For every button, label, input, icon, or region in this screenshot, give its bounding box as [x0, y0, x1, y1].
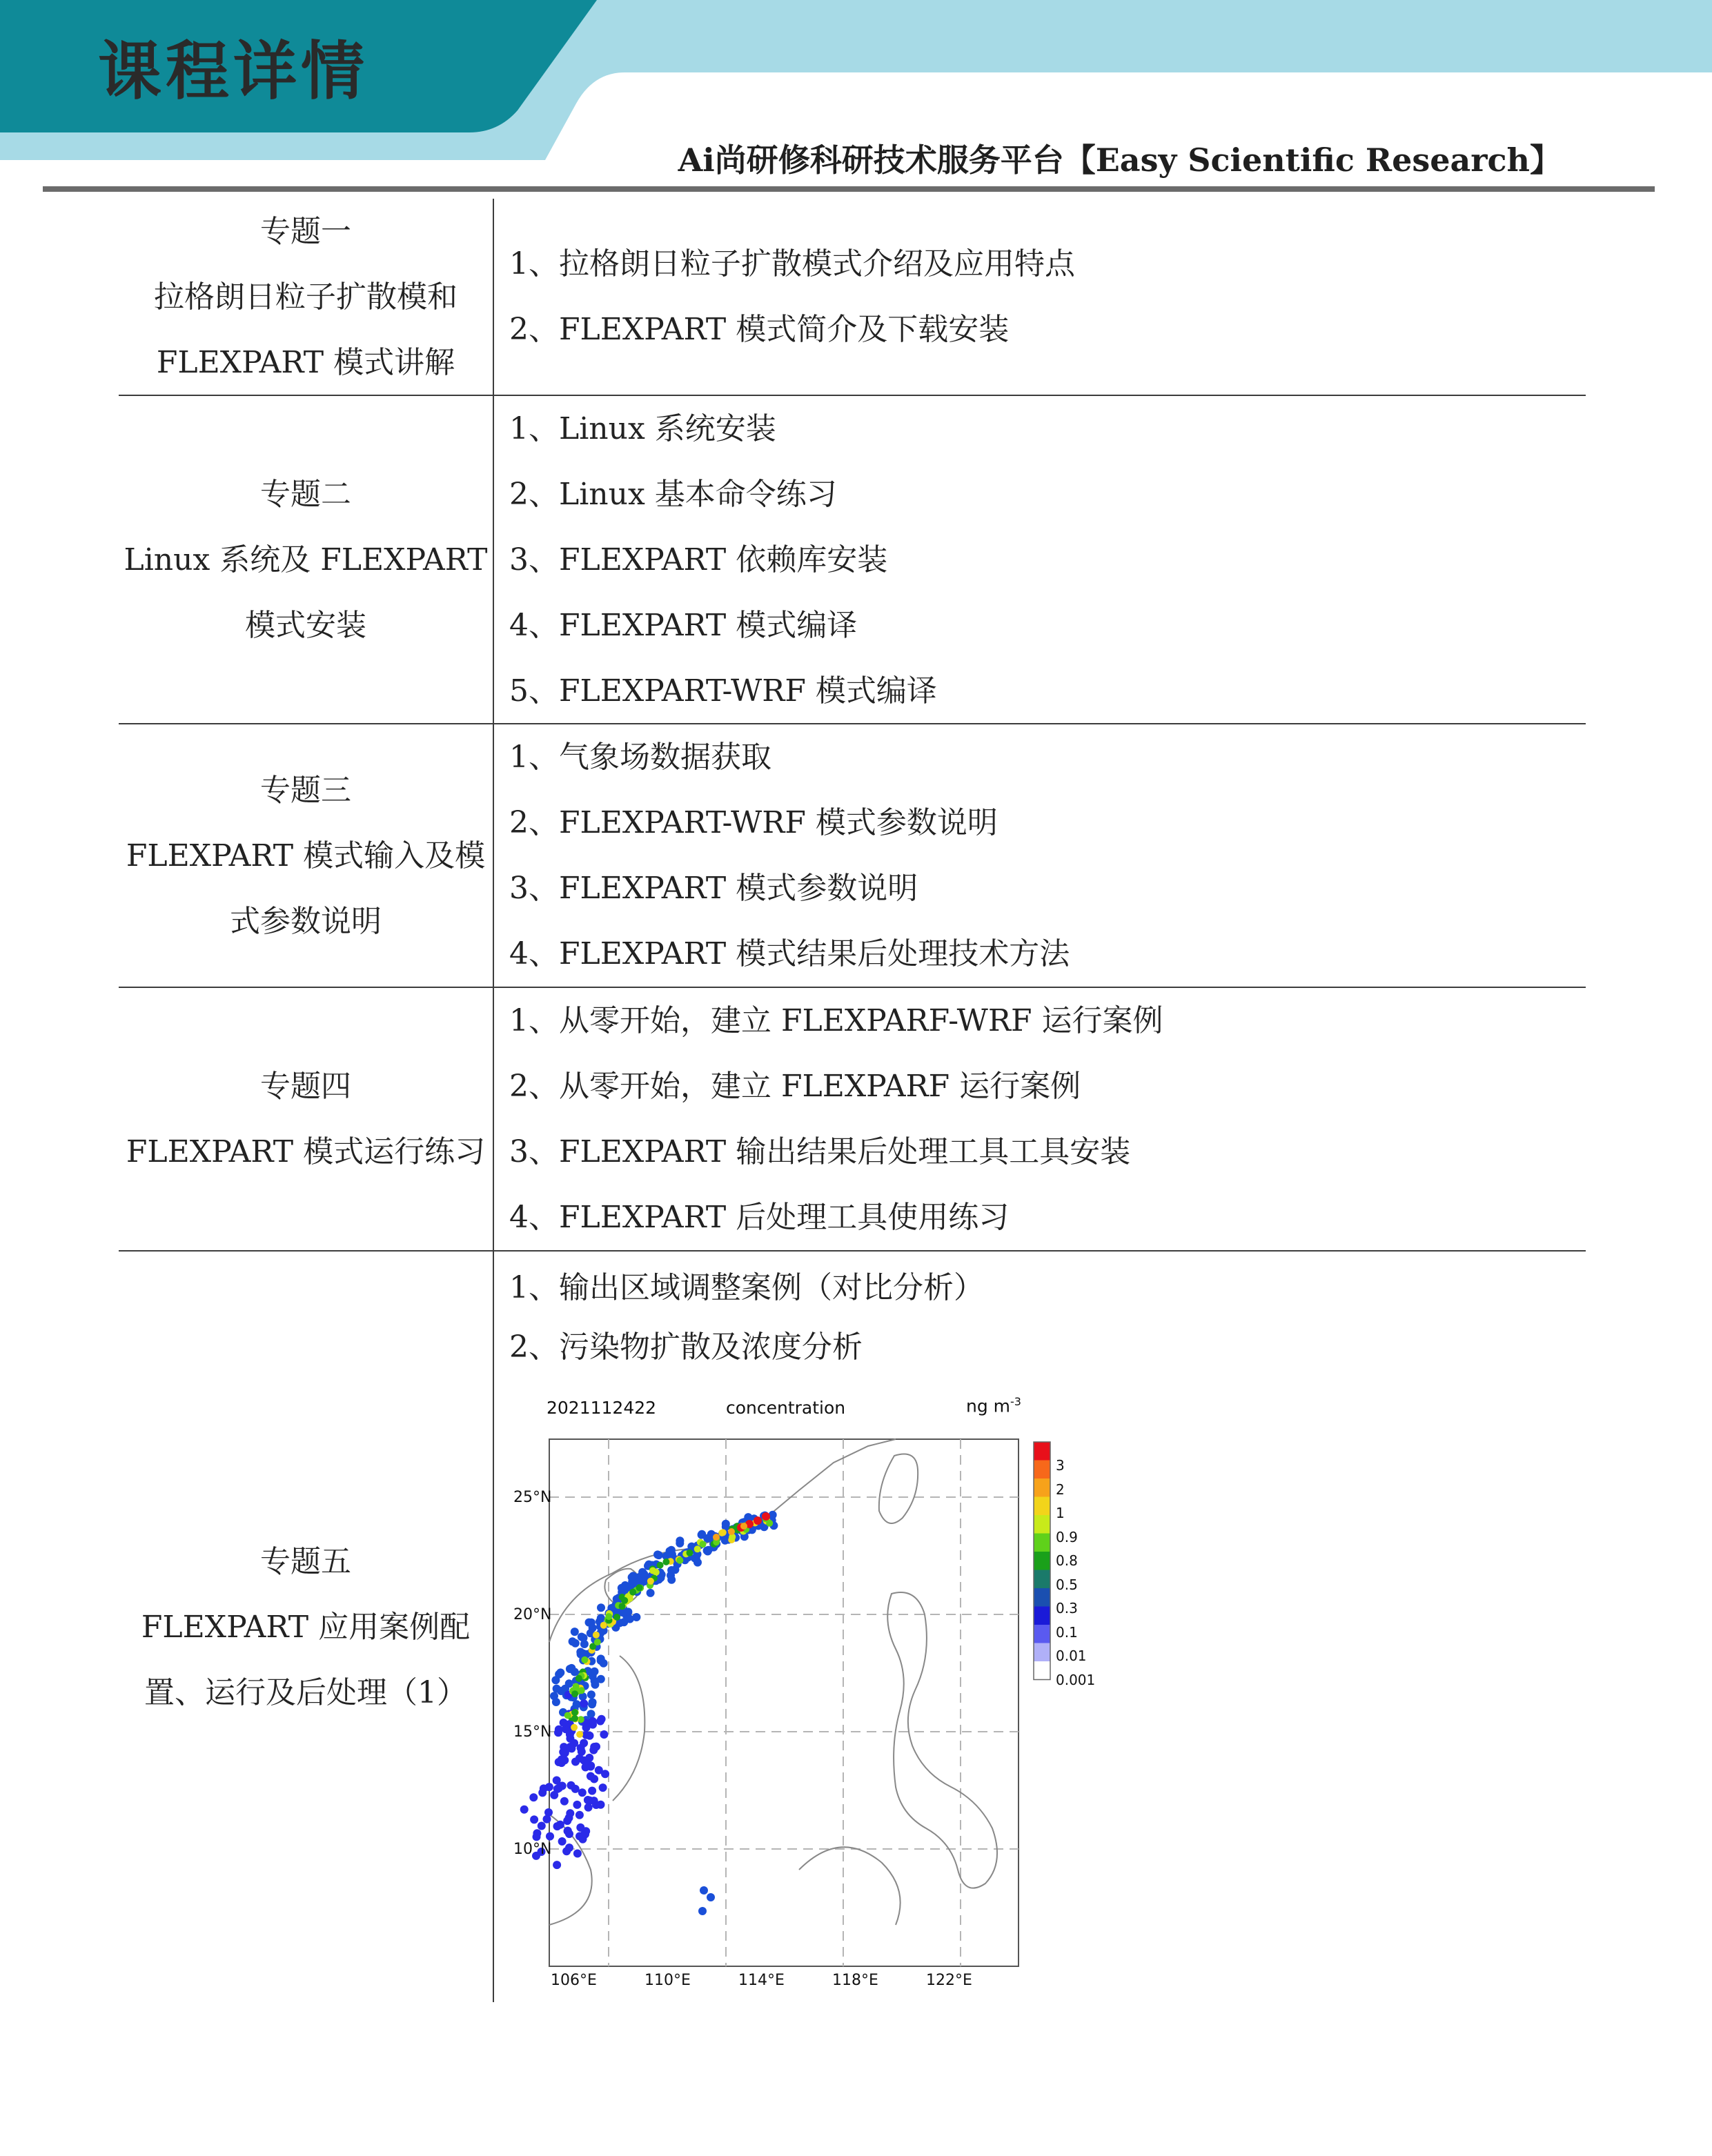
- plume-dot: [556, 1668, 564, 1677]
- colorbar-segment: [1034, 1588, 1050, 1607]
- plume-dot: [628, 1573, 636, 1581]
- plume-core-dot: [636, 1584, 643, 1591]
- topic-number: 专题五: [260, 1543, 351, 1579]
- topic-item: 4、FLEXPART 后处理工具使用练习: [509, 1200, 1010, 1235]
- plume-dot: [538, 1822, 546, 1830]
- plume-dot: [560, 1719, 568, 1727]
- plume-dot: [597, 1614, 605, 1623]
- lat-tick-label: 10°N: [513, 1841, 552, 1858]
- plume-dot: [555, 1725, 563, 1734]
- plume-dot: [588, 1700, 596, 1708]
- colorbar-segment: [1034, 1552, 1050, 1570]
- plume-dot: [560, 1797, 569, 1806]
- plume-dot: [671, 1565, 679, 1574]
- plume-dot: [538, 1788, 547, 1797]
- plume-core-dot: [564, 1712, 571, 1719]
- plume-dot: [588, 1787, 596, 1795]
- topic-name-line: 式参数说明: [230, 903, 382, 939]
- plume-high-dot: [728, 1528, 735, 1535]
- plume-dot: [567, 1664, 575, 1672]
- topic-item: 3、FLEXPART 模式参数说明: [509, 871, 918, 906]
- plume-core-dot: [593, 1632, 600, 1639]
- topic-name-line: 置、运行及后处理（1）: [144, 1674, 467, 1710]
- plume-dot: [520, 1806, 529, 1814]
- colorbar-label: 0.5: [1056, 1576, 1078, 1593]
- plume-dot: [543, 1815, 551, 1823]
- lon-tick-label: 114°E: [738, 1972, 785, 1989]
- plume-core-dot: [649, 1567, 656, 1574]
- topic-item: 5、FLEXPART-WRF 模式编译: [509, 673, 937, 709]
- topic-item: 2、FLEXPART-WRF 模式参数说明: [509, 805, 998, 840]
- topic-row-5: [119, 1252, 1586, 2002]
- topic-name-line: 拉格朗日粒子扩散模和: [154, 279, 457, 315]
- plume-core-dot: [571, 1709, 578, 1716]
- plume-core-dot: [594, 1639, 601, 1645]
- topic-item: 1、拉格朗日粒子扩散模式介绍及应用特点: [509, 246, 1075, 281]
- topic-items-cell: [494, 199, 1586, 395]
- plume-dot: [561, 1749, 569, 1757]
- colorbar-segment: [1034, 1461, 1050, 1479]
- topic-name-line: FLEXPART 模式讲解: [156, 344, 455, 380]
- topic-item: 1、输出区域调整案例（对比分析）: [509, 1270, 984, 1305]
- plume-core-dot: [613, 1614, 620, 1621]
- plume-high-dot: [740, 1523, 747, 1530]
- plume-dot: [586, 1732, 594, 1740]
- topic-item: 1、气象场数据获取: [509, 740, 771, 775]
- plume-peak-dot: [754, 1516, 762, 1525]
- plume-dot: [578, 1788, 587, 1797]
- topic-row-1: [119, 199, 1586, 396]
- plume-core-dot: [700, 1541, 707, 1547]
- plume-dot: [626, 1615, 634, 1623]
- plume-core-dot: [575, 1675, 582, 1682]
- colorbar-label: 0.9: [1056, 1528, 1078, 1545]
- plume-dot: [704, 1547, 712, 1556]
- topic-item: 3、FLEXPART 依赖库安装: [509, 542, 888, 577]
- topic-row-2: [119, 396, 1586, 724]
- plume-core-dot: [647, 1578, 654, 1585]
- plume-dot: [571, 1758, 580, 1766]
- plume-core-dot: [621, 1597, 628, 1604]
- plume-dot: [653, 1550, 662, 1559]
- plume-core-dot: [687, 1550, 693, 1556]
- plume-dot: [573, 1850, 582, 1858]
- unit-superscript: -3: [1010, 1395, 1021, 1408]
- topic-item: 3、FLEXPART 输出结果后处理工具工具安装: [509, 1134, 1131, 1169]
- plume-dot: [580, 1830, 588, 1839]
- colorbar-segment: [1034, 1570, 1050, 1589]
- topic-item: 2、Linux 基本命令练习: [509, 476, 837, 512]
- plume-core-dot: [676, 1557, 683, 1564]
- topic-item: 1、从零开始，建立 FLEXPARF-WRF 运行案例: [509, 1003, 1163, 1038]
- topic-name-line: FLEXPART 应用案例配: [141, 1609, 471, 1645]
- colorbar-segment: [1034, 1515, 1050, 1534]
- page-title: 课程详情: [98, 34, 369, 108]
- plume-dot: [573, 1801, 581, 1809]
- plume-dot: [565, 1843, 573, 1852]
- plume-dot: [553, 1685, 561, 1693]
- plume-dot: [550, 1692, 558, 1700]
- plume-dot: [698, 1907, 707, 1915]
- plume-dot: [597, 1603, 605, 1612]
- plume-dot: [584, 1796, 592, 1804]
- plume-dot: [558, 1759, 566, 1767]
- plume-dot: [565, 1679, 573, 1688]
- plume-dot: [589, 1746, 598, 1754]
- plume-dot: [575, 1811, 584, 1819]
- plume-dot: [563, 1817, 571, 1825]
- plume-dot: [569, 1637, 577, 1645]
- topic-name-line: FLEXPART 模式运行练习: [126, 1134, 486, 1169]
- plume-dot: [583, 1761, 591, 1769]
- plume-core-dot: [571, 1690, 578, 1697]
- colorbar-segment: [1034, 1625, 1050, 1643]
- lat-tick-label: 20°N: [513, 1606, 552, 1623]
- plume-dot: [566, 1809, 574, 1817]
- topic-number: 专题一: [260, 213, 351, 249]
- unit-text: ng m: [966, 1396, 1011, 1416]
- plume-dot: [667, 1576, 676, 1584]
- topic-item: 4、FLEXPART 模式结果后处理技术方法: [509, 936, 1070, 971]
- map-frame: [549, 1439, 1019, 1966]
- colorbar-segment: [1034, 1497, 1050, 1516]
- plume-dot: [551, 1676, 560, 1684]
- figure-date-label: 2021112422: [547, 1398, 657, 1418]
- plume-core-dot: [571, 1715, 578, 1722]
- plume-dot: [596, 1717, 604, 1725]
- topic-items-cell: [494, 396, 1586, 723]
- lat-tick-label: 15°N: [513, 1723, 552, 1741]
- topic-title-cell: [119, 724, 494, 987]
- plume-dot: [553, 1777, 561, 1785]
- plume-core-dot: [629, 1589, 636, 1596]
- plume-dot: [721, 1536, 729, 1545]
- plume-dot: [571, 1628, 579, 1636]
- header-divider: [43, 186, 1655, 192]
- topic-name-line: FLEXPART 模式输入及模: [126, 838, 486, 873]
- plume-core-dot: [605, 1613, 612, 1620]
- lon-tick-label: 118°E: [832, 1972, 878, 1989]
- plume-core-dot: [657, 1562, 664, 1569]
- topic-title-cell: [119, 199, 494, 395]
- topic-item: 2、污染物扩散及浓度分析: [509, 1329, 863, 1365]
- plume-peak-dot: [762, 1512, 770, 1521]
- topic-name-line: 模式安装: [245, 607, 366, 643]
- topic-title-cell: [119, 988, 494, 1250]
- map-plot: [509, 1387, 1116, 1997]
- plume-dot: [591, 1677, 599, 1685]
- plume-dot: [578, 1633, 586, 1641]
- course-table: [119, 199, 1586, 2002]
- plume-dot: [587, 1690, 596, 1699]
- topic-items-cell: [494, 988, 1586, 1250]
- plume-dot: [529, 1793, 538, 1801]
- plume-core-dot: [581, 1656, 588, 1663]
- lon-tick-label: 106°E: [551, 1972, 597, 1989]
- plume-dot: [533, 1832, 541, 1841]
- plume-core-dot: [571, 1724, 578, 1731]
- colorbar-label: 2: [1056, 1481, 1065, 1498]
- topic-title-cell: [119, 1252, 494, 2002]
- colorbar-segment: [1034, 1607, 1050, 1625]
- topic-items-cell: [494, 1252, 1586, 2002]
- plume-high-dot: [713, 1534, 720, 1541]
- plume-dot: [621, 1581, 629, 1590]
- topic-item: 4、FLEXPART 模式编译: [509, 607, 858, 643]
- colorbar-segment: [1034, 1661, 1050, 1680]
- colorbar-label: 0.001: [1056, 1671, 1096, 1688]
- colorbar-label: 0.1: [1056, 1623, 1078, 1641]
- colorbar-segment: [1034, 1534, 1050, 1552]
- topic-item: 2、从零开始，建立 FLEXPARF 运行案例: [509, 1069, 1081, 1104]
- topic-number: 专题二: [260, 476, 351, 512]
- plume-dot: [676, 1536, 684, 1545]
- colorbar: [1034, 1442, 1050, 1680]
- topic-title-cell: [119, 396, 494, 723]
- colorbar-label: 3: [1056, 1457, 1065, 1474]
- plume-dot: [599, 1783, 607, 1792]
- plume-core-dot: [720, 1529, 727, 1536]
- topic-number: 专题三: [260, 772, 351, 808]
- plume-dot: [600, 1730, 608, 1739]
- plume-dot: [707, 1893, 715, 1901]
- topic-item: 2、FLEXPART 模式简介及下载安装: [509, 312, 1010, 347]
- colorbar-label: 0.3: [1056, 1600, 1078, 1617]
- plume-core-dot: [694, 1545, 701, 1552]
- colorbar-segment: [1034, 1442, 1050, 1461]
- topic-number: 专题四: [260, 1069, 351, 1104]
- colorbar-label: 0.01: [1056, 1648, 1087, 1665]
- colorbar-label: 0.8: [1056, 1552, 1078, 1570]
- colorbar-label: 1: [1056, 1505, 1065, 1522]
- plume-dot: [584, 1803, 593, 1812]
- plume-dot: [553, 1822, 562, 1830]
- plume-dot: [578, 1748, 586, 1756]
- page-header: [0, 0, 1712, 179]
- platform-subtitle: Ai尚研修科研技术服务平台【Easy Scientific Research】: [678, 141, 1562, 179]
- topic-row-3: [119, 724, 1586, 988]
- plume-dot: [580, 1640, 589, 1648]
- plume-dot: [553, 1861, 561, 1869]
- plume-dot: [647, 1589, 655, 1597]
- plume-dot: [592, 1801, 600, 1809]
- plume-dot: [546, 1832, 554, 1841]
- figure-variable-label: concentration: [726, 1398, 846, 1418]
- plume-dot: [571, 1785, 580, 1793]
- plume-dot: [640, 1570, 648, 1579]
- plume-dot: [597, 1656, 605, 1665]
- plume-dot: [558, 1837, 567, 1846]
- plume-core-dot: [662, 1559, 669, 1565]
- plume-core-dot: [766, 1520, 773, 1527]
- colorbar-segment: [1034, 1478, 1050, 1497]
- lon-tick-label: 110°E: [645, 1972, 691, 1989]
- lon-tick-label: 122°E: [926, 1972, 972, 1989]
- topic-row-4: [119, 988, 1586, 1252]
- plume-dot: [589, 1717, 597, 1725]
- colorbar-segment: [1034, 1643, 1050, 1662]
- plume-dot: [580, 1699, 588, 1708]
- lat-tick-label: 25°N: [513, 1489, 552, 1506]
- topic-name-line: Linux 系统及 FLEXPART: [124, 542, 488, 577]
- topic-item: 1、Linux 系统安装: [509, 411, 776, 446]
- plume-dot: [530, 1815, 538, 1823]
- topic-items-cell: [494, 724, 1586, 987]
- concentration-map-figure: [509, 1387, 1116, 1997]
- plume-dot: [565, 1830, 573, 1838]
- plume-dot: [566, 1730, 574, 1739]
- plume-dot: [576, 1823, 584, 1832]
- plume-dot: [587, 1772, 595, 1781]
- plume-dot: [595, 1766, 603, 1774]
- plume-dot: [700, 1886, 708, 1895]
- plume-core-dot: [576, 1731, 583, 1738]
